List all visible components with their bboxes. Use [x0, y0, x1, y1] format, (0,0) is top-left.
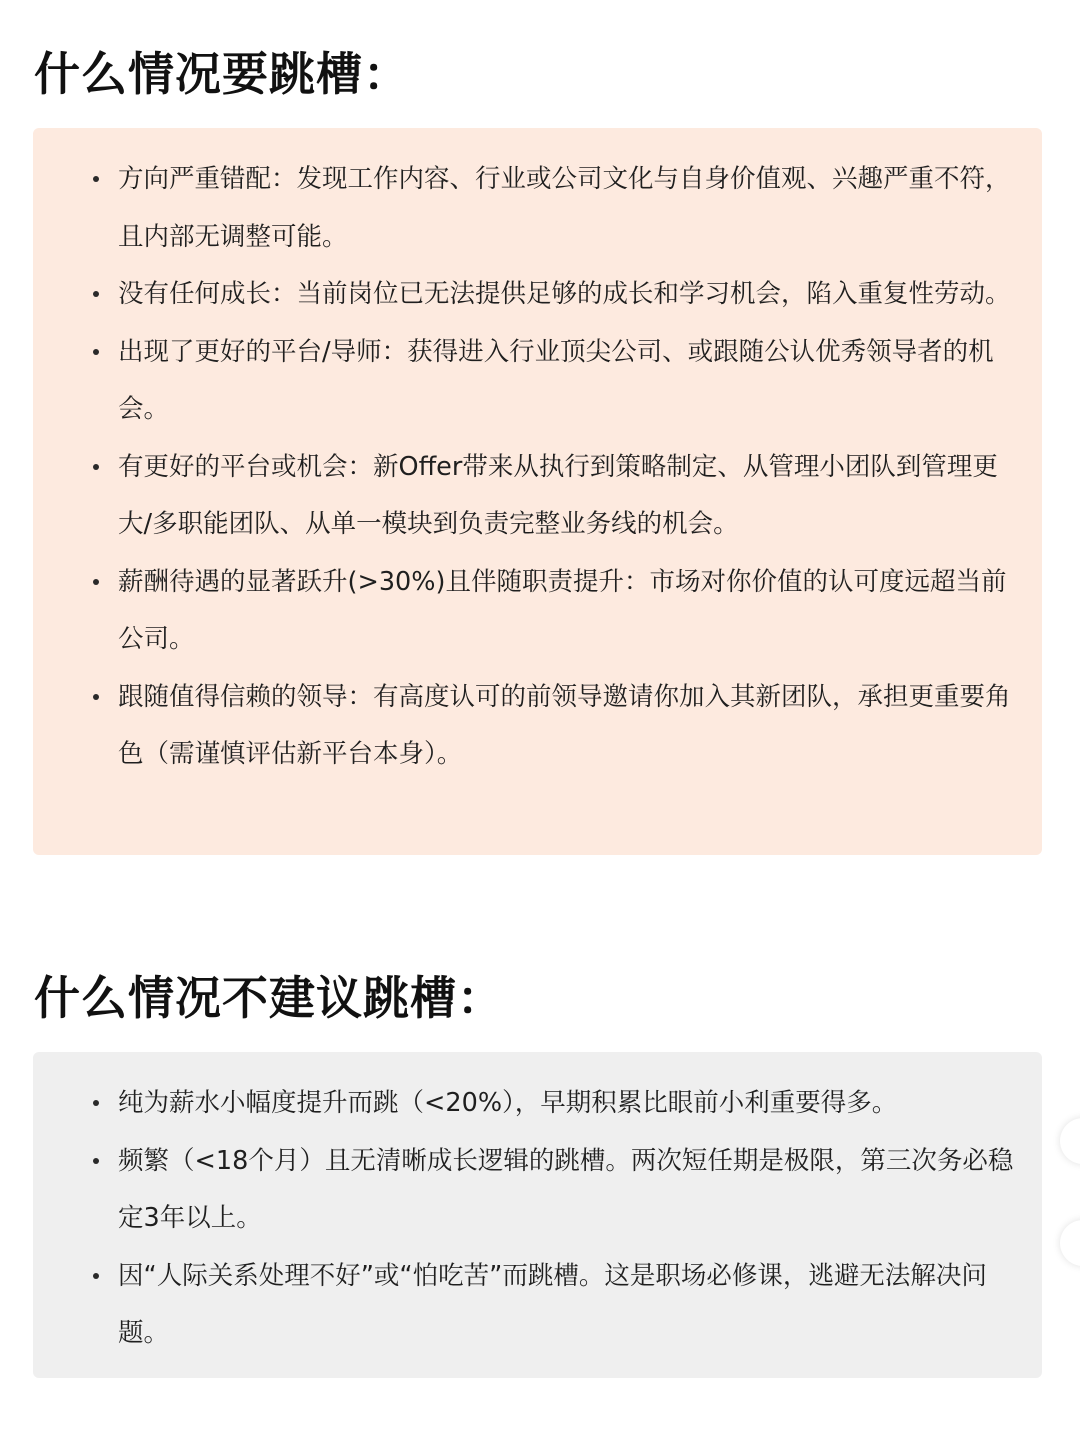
list-item-text: 薪酬待遇的显著跃升(>30%)且伴随职责提升：市场对你价值的认可度远超当前公司。 — [118, 566, 1007, 654]
bullet-dot-icon — [93, 349, 99, 355]
list-item-text: 跟随值得信赖的领导：有高度认可的前领导邀请你加入其新团队，承担更重要角色（需谨慎评估新平台本身）。 — [118, 681, 1011, 769]
list-item — [33, 1133, 1042, 1248]
bullet-dot-icon — [93, 464, 99, 470]
floating-edge-button[interactable] — [1060, 1220, 1080, 1266]
list-item-text: 没有任何成长：当前岗位已无法提供足够的成长和学习机会，陷入重复性劳动。 — [118, 279, 1011, 309]
list-item — [33, 1248, 1042, 1363]
list-item — [33, 1075, 1042, 1133]
list-item-text: 频繁（<18个月）且无清晰成长逻辑的跳槽。两次短任期是极限，第三次务必稳定3年以上。 — [118, 1145, 1014, 1233]
bullet-dot-icon — [93, 1273, 99, 1279]
bullet-dot-icon — [93, 579, 99, 585]
list-item-text: 有更好的平台或机会：新Offer带来从执行到策略制定、从管理小团队到管理更大/多职能团队、从单一模块到负责完整业务线的机会。 — [118, 451, 998, 539]
list-item-text: 方向严重错配：发现工作内容、行业或公司文化与自身价值观、兴趣严重不符，且内部无调整可能。 — [118, 164, 1011, 252]
bullet-dot-icon — [93, 176, 99, 182]
list-item-text: 因“人际关系处理不好”或“怕吃苦”而跳槽。这是职场必修课，逃避无法解决问题。 — [118, 1260, 987, 1348]
should-switch-list — [33, 151, 1042, 784]
section-title-should-not-switch: 什么情况不建议跳槽： — [34, 971, 504, 1025]
list-item-text: 纯为薪水小幅度提升而跳（<20%），早期积累比眼前小利重要得多。 — [118, 1088, 898, 1118]
bullet-dot-icon — [93, 291, 99, 297]
list-item-text: 出现了更好的平台/导师：获得进入行业顶尖公司、或跟随公认优秀领导者的机会。 — [118, 336, 994, 424]
bullet-dot-icon — [93, 1158, 99, 1164]
list-item — [33, 266, 1042, 324]
list-item — [33, 669, 1042, 784]
list-item — [33, 324, 1042, 439]
bullet-dot-icon — [93, 1100, 99, 1106]
list-item — [33, 151, 1042, 266]
should-switch-card — [33, 128, 1042, 855]
should-not-switch-card — [33, 1052, 1042, 1378]
floating-edge-button[interactable] — [1060, 1118, 1080, 1164]
should-not-switch-list — [33, 1075, 1042, 1363]
list-item — [33, 554, 1042, 669]
bullet-dot-icon — [93, 694, 99, 700]
section-title-should-switch: 什么情况要跳槽： — [34, 47, 410, 101]
list-item — [33, 439, 1042, 554]
